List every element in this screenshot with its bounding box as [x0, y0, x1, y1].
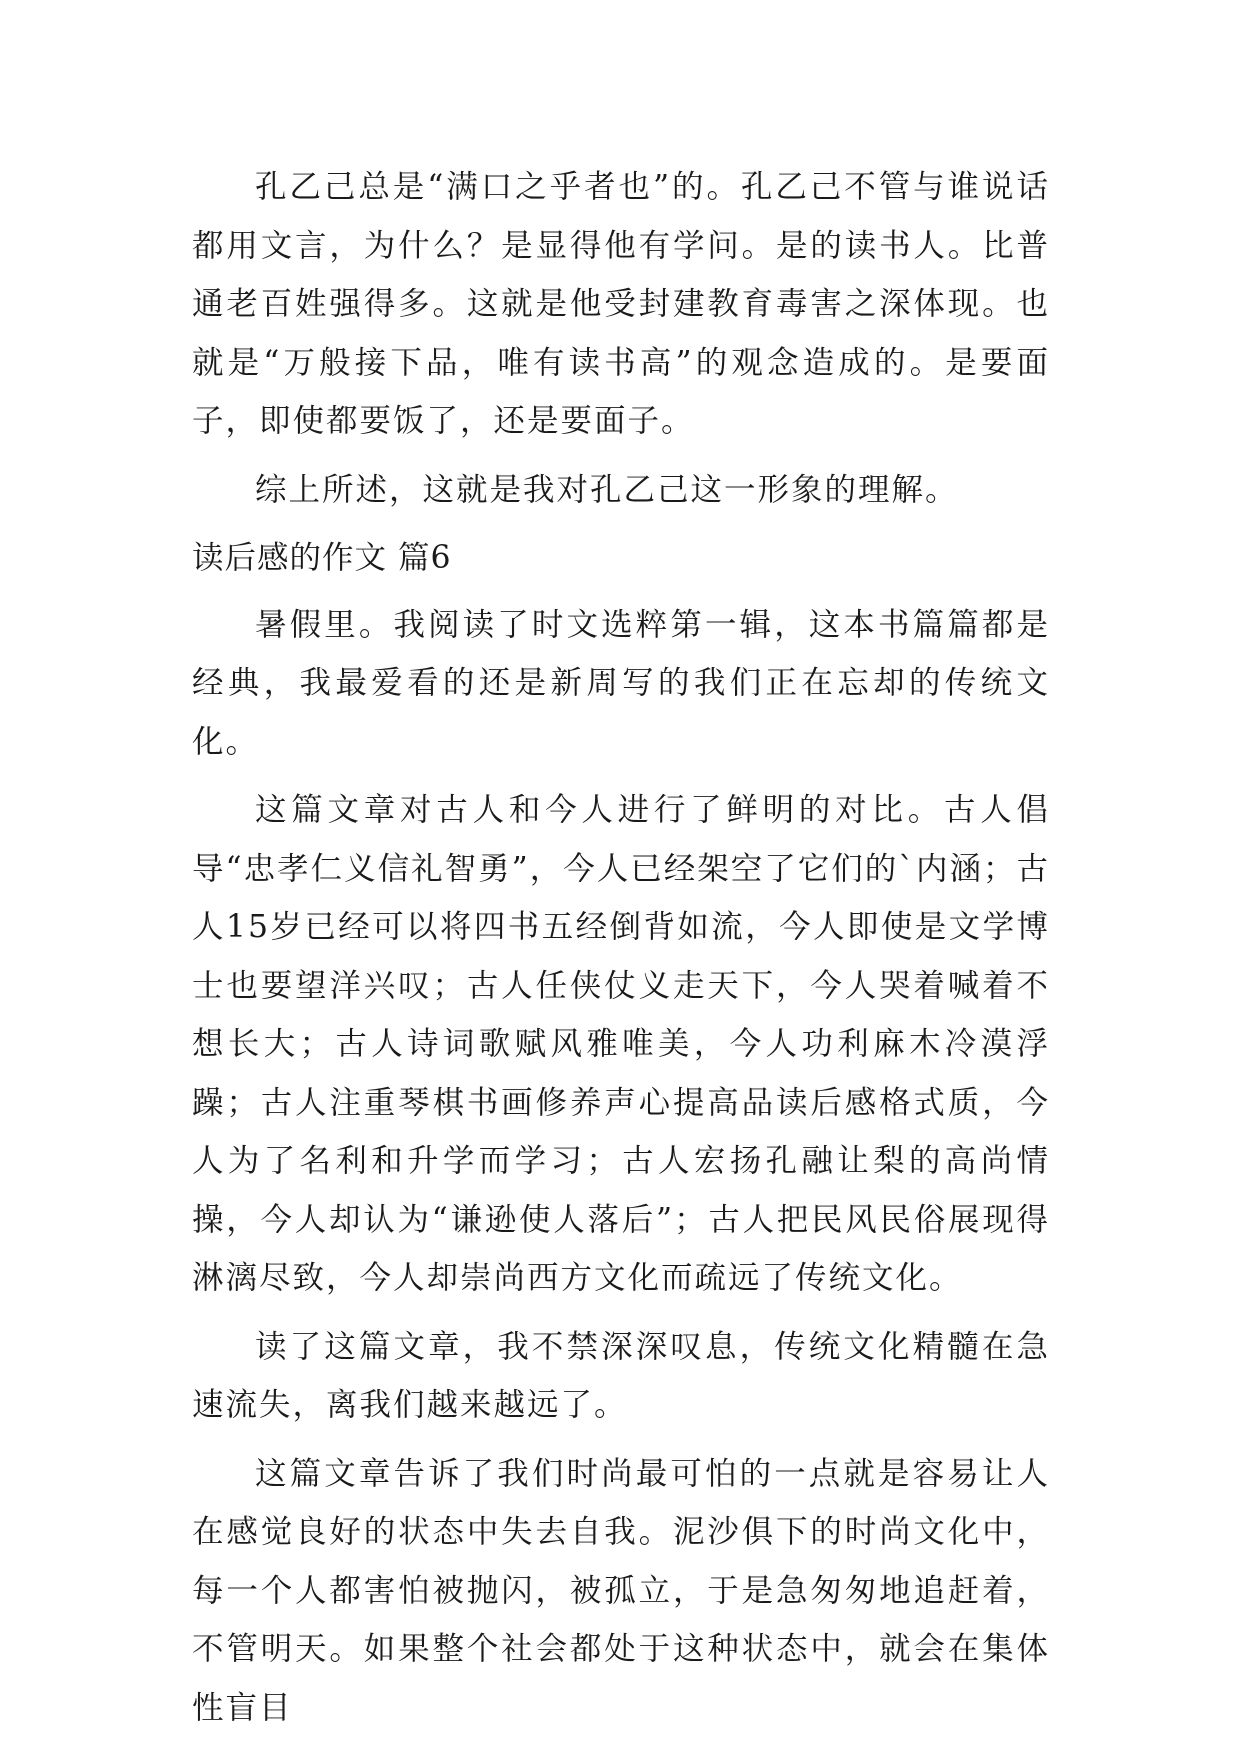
paragraph: 读了这篇文章，我不禁深深叹息，传统文化精髓在急速流失，离我们越来越远了。 — [192, 1328, 1050, 1423]
paragraph: 孔乙己总是“满口之乎者也”的。孔乙己不管与谁说话都用文言，为什么？是显得他有学问。是的读书人。比普通老百姓强得多。这就是他受封建教育毒害之深体现。也就是“万般接下品，唯有读书高”的观念造成的。是要面子，即使都要饭了，还是要面子。 — [192, 169, 1050, 439]
paragraph: 暑假里。我阅读了时文选粹第一辑，这本书篇篇都是经典，我最爱看的还是新周写的我们正在忘却的传统文化。 — [192, 606, 1050, 760]
section-heading: 读后感的作文 篇6 — [192, 540, 452, 576]
document-body — [192, 158, 1050, 1747]
paragraph: 这篇文章告诉了我们时尚最可怕的一点就是容易让人在感觉良好的状态中失去自我。泥沙俱下的时尚文化中，每一个人都害怕被抛闪，被孤立，于是急匆匆地追赶着，不管明天。如果整个社会都处于这种状态中，就会在集体性盲目 — [192, 1455, 1050, 1726]
paragraph: 这篇文章对古人和今人进行了鲜明的对比。古人倡导“忠孝仁义信礼智勇”，今人已经架空了它们的`内涵；古人15岁已经可以将四书五经倒背如流，今人即使是文学博士也要望洋兴叹；古人任侠仗义走天下，今人哭着喊着不想长大；古人诗词歌赋风雅唯美，今人功利麻木冷漠浮躁；古人注重琴棋书画修养声心提高品读后感格式质，今人为了名利和升学而学习；古人宏扬孔融让梨的高尚情操，今人却认为“谦逊使人落后”；古人把民风民俗展现得淋漓尽致，今人却崇尚西方文化而疏远了传统文化。 — [192, 792, 1050, 1296]
paragraph: 综上所述，这就是我对孔乙己这一形象的理解。 — [255, 471, 959, 508]
